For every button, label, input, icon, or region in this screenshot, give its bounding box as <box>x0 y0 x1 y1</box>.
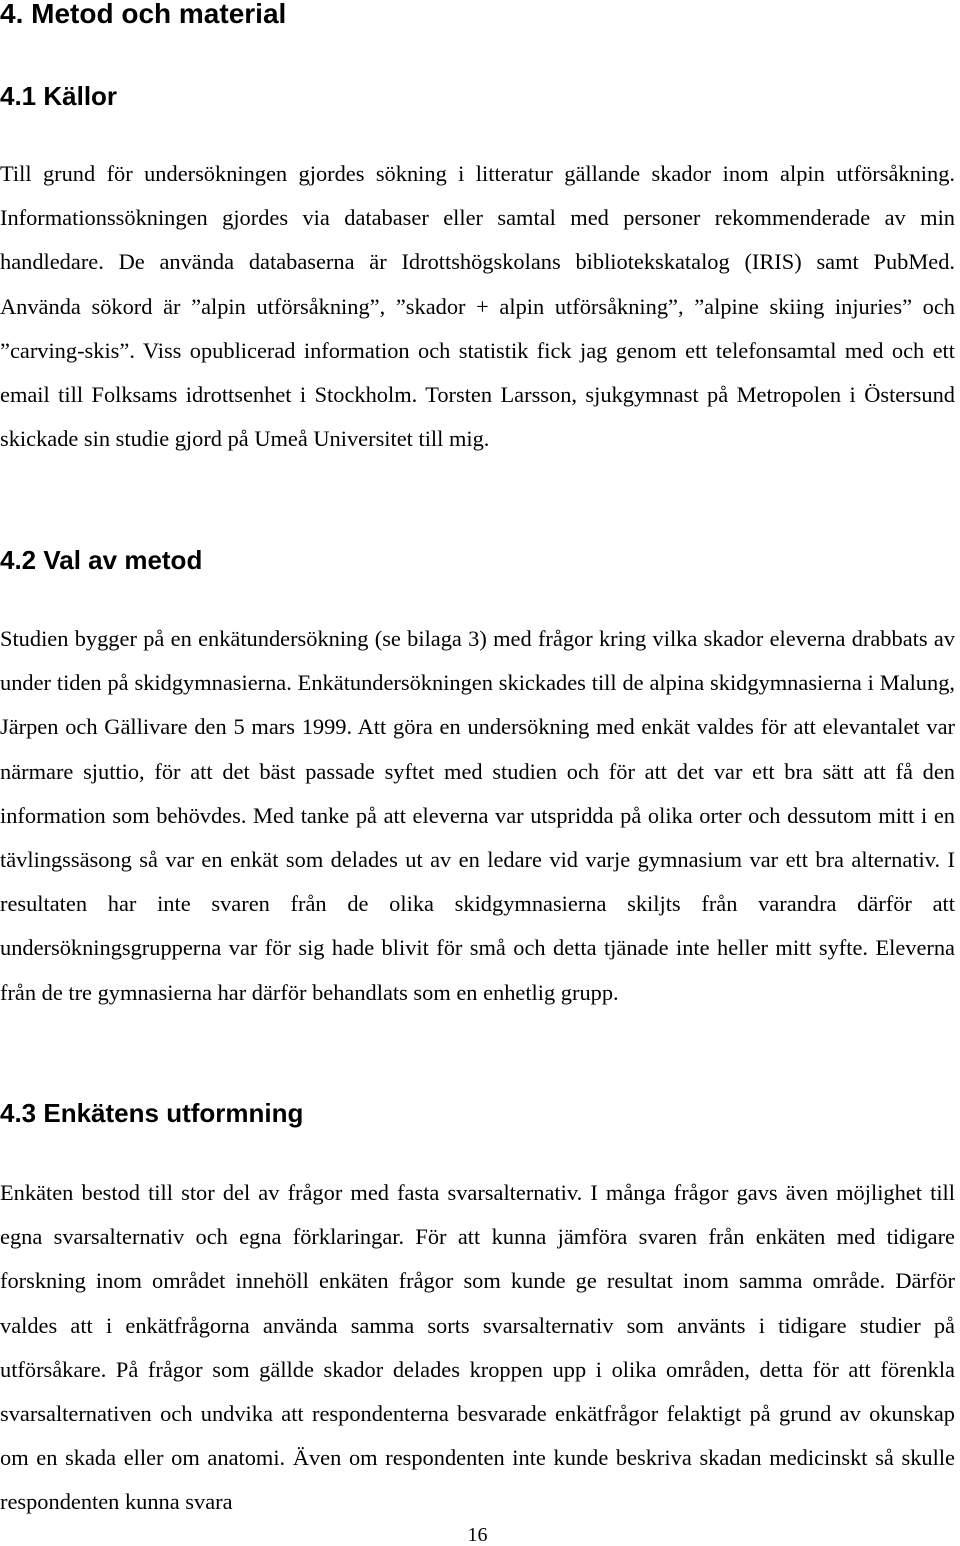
page-number: 16 <box>467 1524 488 1546</box>
section-paragraph-kallor: Till grund för undersökningen gjordes sökning i litteratur gällande skador inom alpin utförsåkning. Informationssökningen gjordes via databaser eller samtal med personer rekommenderade av min handledare. De använda databaserna är Idrottshögskolans bibliotekskatalog (IRIS) samt PubMed. Använda sökord är ”alpin utförsåkning”, ”skador + alpin utförsåkning”, ”alpine skiing injuries” och ”carving-skis”. Viss opublicerad information och statistik fick jag genom ett telefonsamtal med och ett email till Folksams idrottsenhet i Stockholm. Torsten Larsson, sjukgymnast på Metropolen i Östersund skickade sin studie gjord på Umeå Universitet till mig. <box>0 161 955 452</box>
section-paragraph-val-av-metod: Studien bygger på en enkätundersökning (se bilaga 3) med frågor kring vilka skador eleverna drabbats av under tiden på skidgymnasierna. Enkätundersökningen skickades till de alpina skidgymnasierna i Malung, Järpen och Gällivare den 5 mars 1999. Att göra en undersökning med enkät valdes för att elevantalet var närmare sjuttio, för att det bäst passade syftet med studien och för att det var ett bra sätt att få den information som behövdes. Med tanke på att eleverna var utspridda på olika orter och dessutom mitt i en tävlingssäsong så var en enkät som delades ut av en ledare vid varje gymnasium var ett bra alternativ. I resultaten har inte svaren från de olika skidgymnasierna skiljts från varandra därför att undersökningsgrupperna var för sig hade blivit för små och detta tjänade inte heller mitt syfte. Eleverna från de tre gymnasierna har därför behandlats som en enhetlig grupp. <box>0 626 955 1005</box>
section-heading-val-av-metod: 4.2 Val av metod <box>0 545 203 575</box>
section-paragraph-enkatens-utformning: Enkäten bestod till stor del av frågor med fasta svarsalternativ. I många frågor gavs även möjlighet till egna svarsalternativ och egna förklaringar. För att kunna jämföra svaren från enkäten med tidigare forskning inom området innehöll enkäten frågor som kunde ge resultat inom samma område. Därför valdes att i enkätfrågorna använda samma sorts svarsalternativ som använts i tidigare studier på utförsåkare. På frågor som gällde skador delades kroppen upp i olika områden, detta för att förenkla svarsalternativen och undvika att respondenterna besvarade enkätfrågor felaktigt på grund av okunskap om en skada eller om anatomi. Även om respondenten inte kunde beskriva skadan medicinskt så skulle respondenten kunna svara <box>0 1180 955 1515</box>
chapter-heading: 4. Metod och material <box>0 0 287 29</box>
section-heading-enkatens-utformning: 4.3 Enkätens utformning <box>0 1098 304 1128</box>
section-heading-kallor: 4.1 Källor <box>0 81 118 111</box>
